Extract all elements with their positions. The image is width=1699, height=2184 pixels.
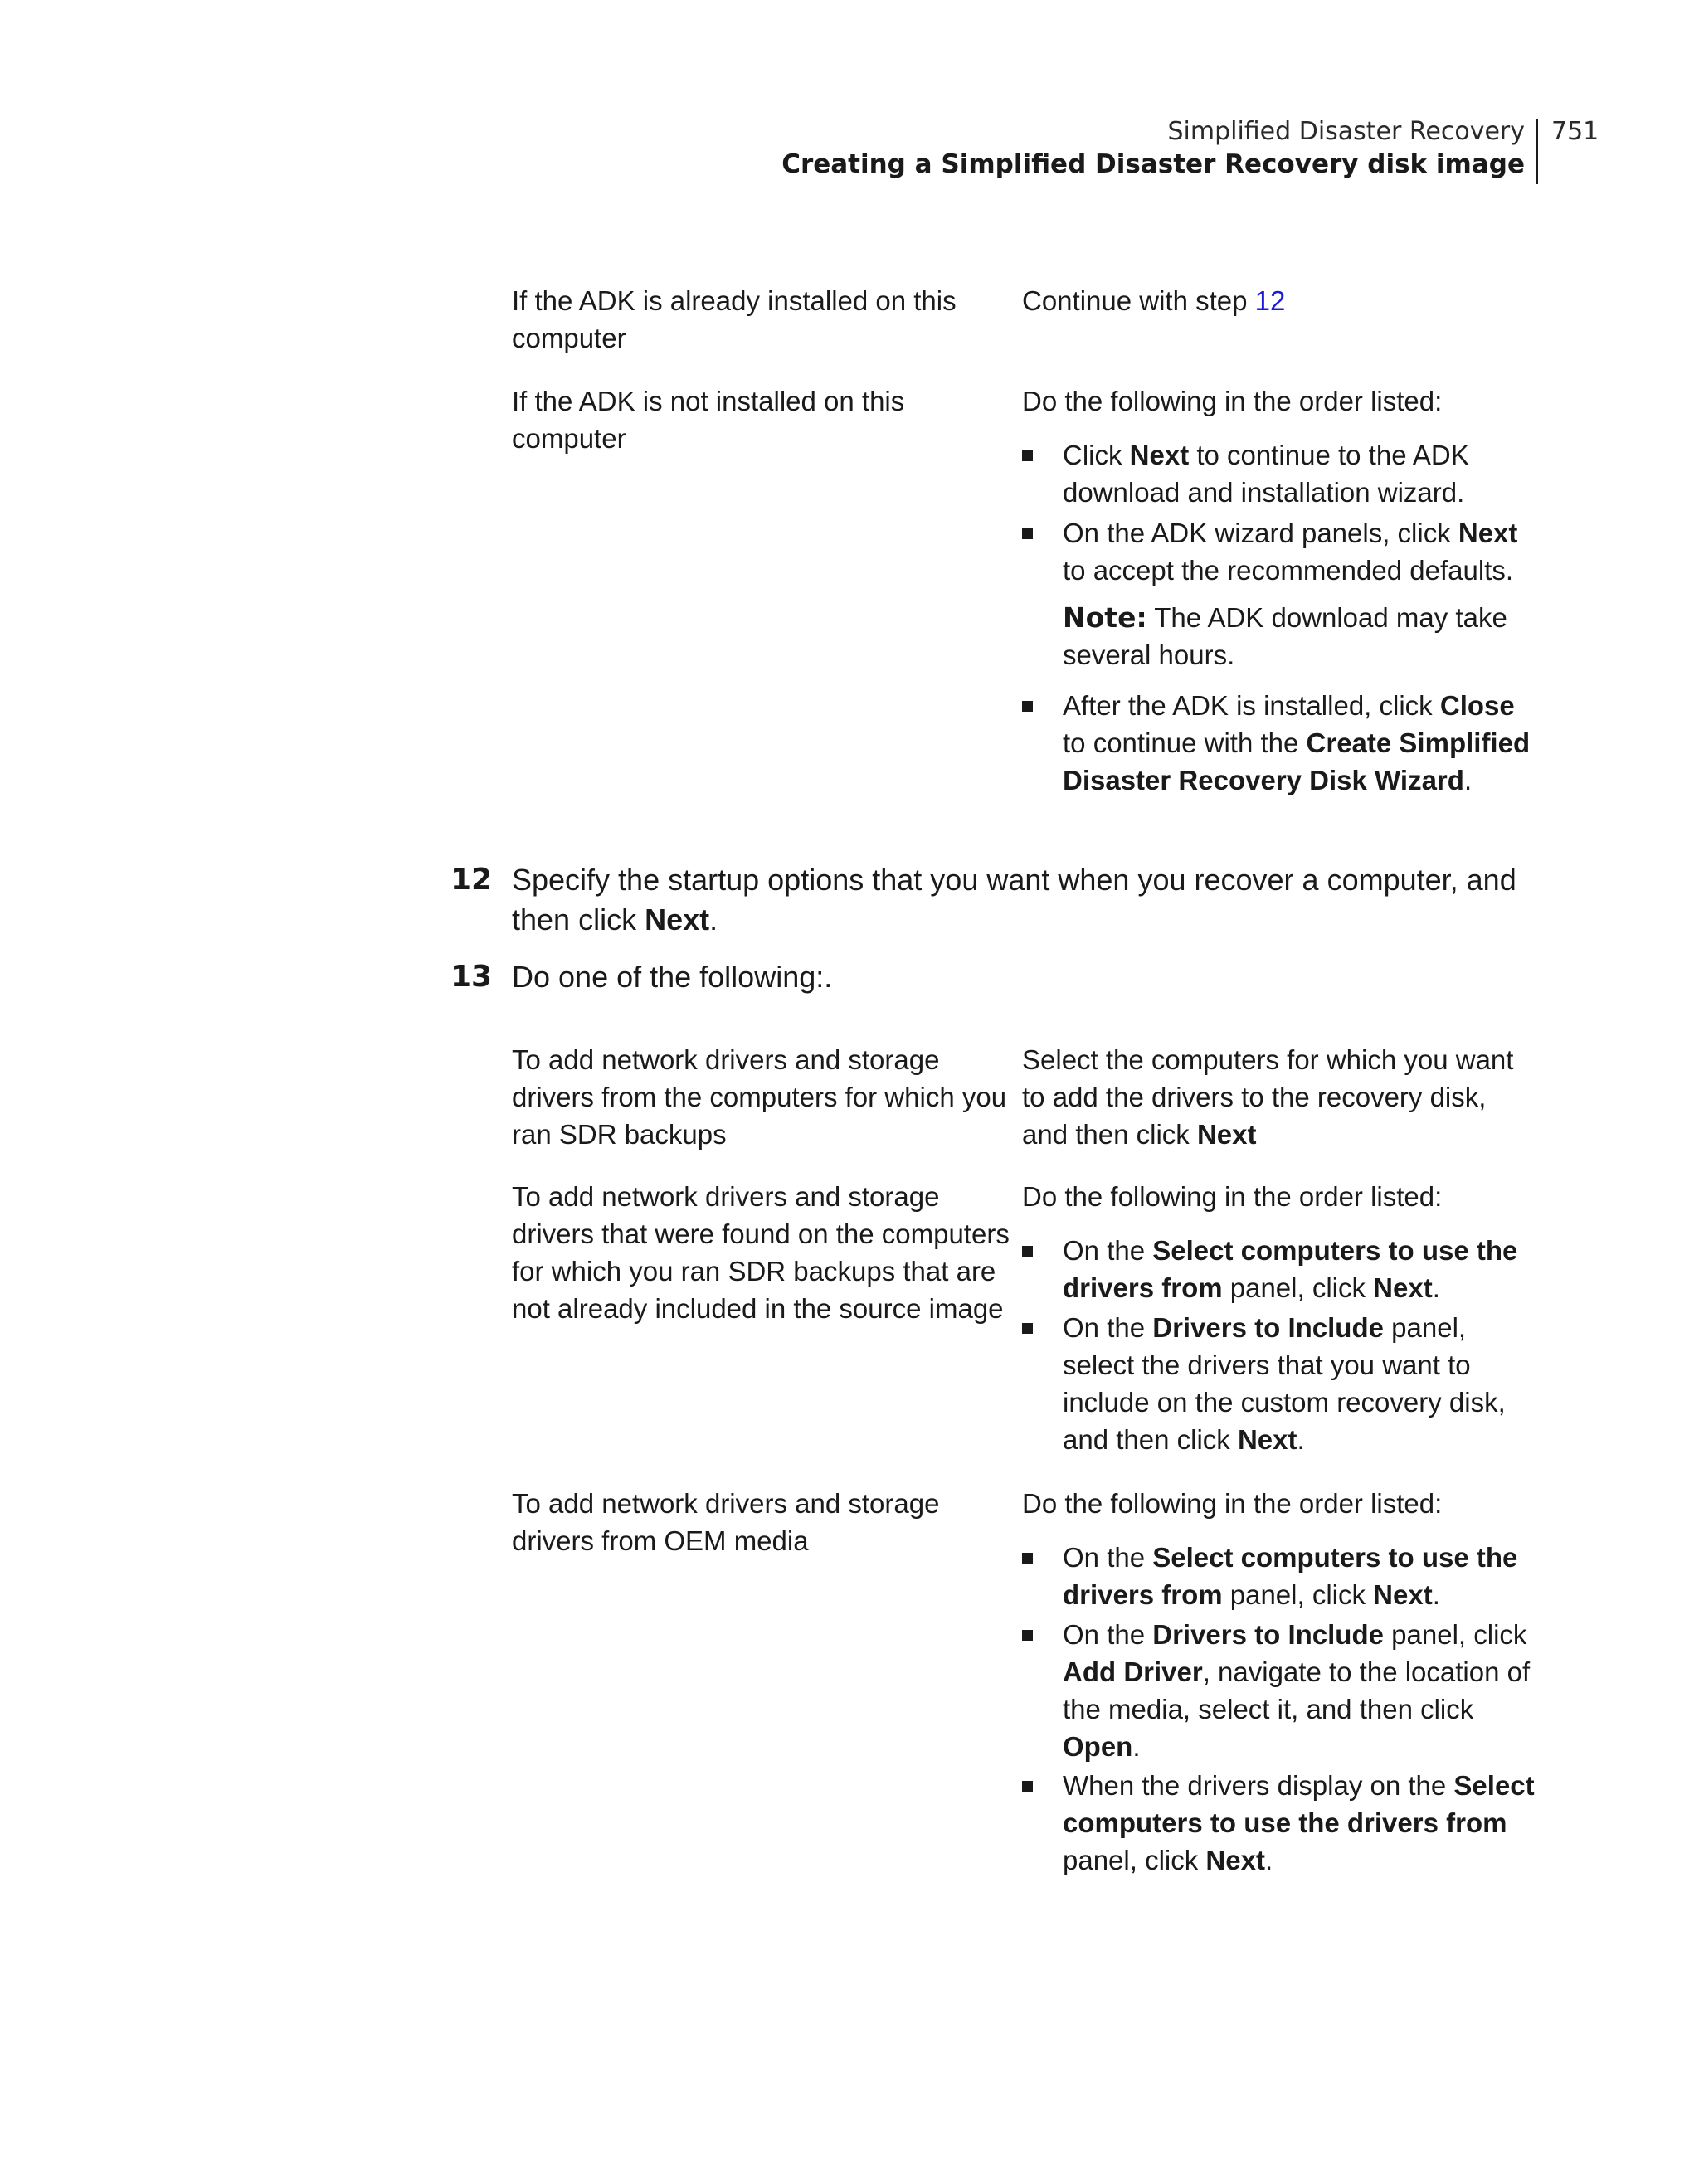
list-item: After the ADK is installed, click Close to continue with the Create Simplified Disaster Recovery Disk Wizard.	[1022, 687, 1536, 799]
bullet-square-icon	[1022, 528, 1033, 539]
chapter-title: Creating a Simplified Disaster Recovery disk image	[781, 149, 1525, 179]
list-item: When the drivers display on the Select computers to use the drivers from panel, click Next.	[1022, 1767, 1536, 1879]
running-header	[781, 116, 1525, 181]
note: Note: The ADK download may take several hours.	[1063, 601, 1507, 670]
step-number-12: 12	[450, 863, 493, 897]
list-item: On the Select computers to use the drivers from panel, click Next.	[1022, 1232, 1536, 1306]
table1-row2-intro: Do the following in the order listed:	[1022, 386, 1443, 416]
table2-row1-condition: To add network drivers and storage drivers from the computers for which you ran SDR backups	[512, 1044, 1007, 1150]
table2-row3-intro: Do the following in the order listed:	[1022, 1488, 1443, 1519]
table2-row2-condition: To add network drivers and storage drivers that were found on the computers for which you ran SDR backups that are not already included in the source image	[512, 1181, 1010, 1324]
table1-row2-condition: If the ADK is not installed on this computer	[512, 386, 905, 454]
note-label: Note:	[1063, 601, 1147, 634]
list-item: On the Select computers to use the drivers from panel, click Next.	[1022, 1539, 1536, 1613]
bullet-square-icon	[1022, 1781, 1033, 1792]
table1-row1-condition: If the ADK is already installed on this computer	[512, 285, 957, 353]
bullet-square-icon	[1022, 1246, 1033, 1257]
step-13-text: Do one of the following:.	[512, 960, 833, 994]
step-12-link[interactable]: 12	[1254, 285, 1286, 316]
bullet-square-icon	[1022, 1553, 1033, 1564]
section-title: Simplified Disaster Recovery	[1167, 117, 1525, 146]
step-number-13: 13	[450, 960, 493, 994]
step-12-text: Specify the startup options that you want when you recover a computer, and then click Next.	[512, 863, 1516, 936]
list-item: On the Drivers to Include panel, select the drivers that you want to include on the custom recovery disk, and then click Next.	[1022, 1309, 1536, 1458]
list-item: On the ADK wizard panels, click Next to accept the recommended defaults.	[1022, 514, 1536, 589]
list-item: Click Next to continue to the ADK download and installation wizard.	[1022, 436, 1536, 511]
header-divider	[1536, 119, 1538, 184]
bullet-square-icon	[1022, 701, 1033, 712]
bullet-square-icon	[1022, 450, 1033, 461]
bullet-square-icon	[1022, 1630, 1033, 1641]
list-item: On the Drivers to Include panel, click Add Driver, navigate to the location of the media, select it, and then click Open.	[1022, 1616, 1536, 1765]
bullet-square-icon	[1022, 1323, 1033, 1334]
page-number: 751	[1551, 117, 1599, 146]
table2-row3-condition: To add network drivers and storage drivers from OEM media	[512, 1488, 940, 1556]
table2-row2-intro: Do the following in the order listed:	[1022, 1181, 1443, 1212]
table1-row1-action: Continue with step 12	[1022, 285, 1286, 316]
table2-row1-action: Select the computers for which you want to add the drivers to the recovery disk, and then click Next	[1022, 1044, 1514, 1150]
